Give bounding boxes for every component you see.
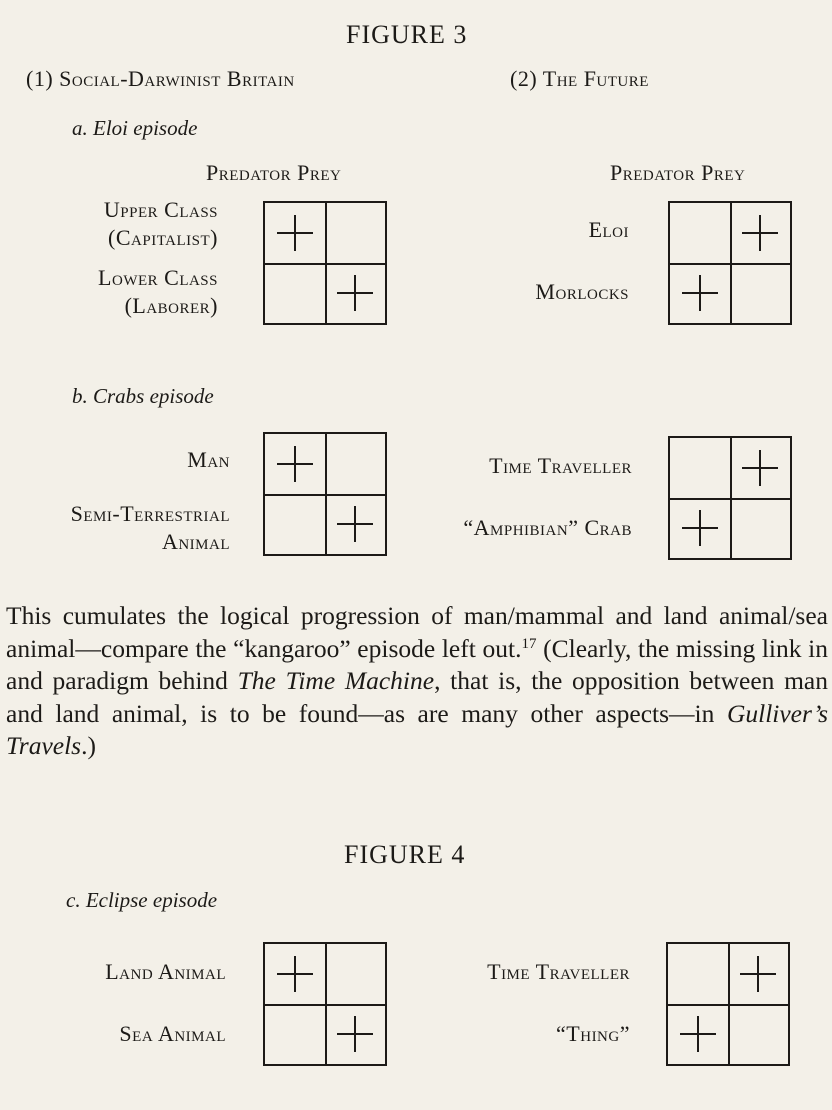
row-label-morlocks: Morlocks bbox=[535, 279, 629, 304]
plus-mark bbox=[680, 1016, 716, 1052]
figure-4-title: FIGURE 4 bbox=[344, 840, 466, 869]
plus-mark bbox=[337, 275, 373, 311]
episode-a-label: a. Eloi episode bbox=[72, 116, 198, 140]
row-label-eloi: Eloi bbox=[588, 217, 629, 242]
plus-mark bbox=[682, 510, 718, 546]
row-label-upper-class: Upper Class bbox=[103, 197, 218, 222]
row-label-sea-animal: Sea Animal bbox=[119, 1021, 226, 1046]
paragraph-sentence-1: This cumulates the logical progression of man/mammal and land animal/sea animal—compare the “kangaroo” episode left out. bbox=[6, 601, 828, 663]
plus-mark bbox=[742, 215, 778, 251]
plus-mark bbox=[277, 215, 313, 251]
episode-b-label: b. Crabs episode bbox=[72, 384, 214, 408]
plus-mark bbox=[337, 1016, 373, 1052]
eloi-grid-future bbox=[668, 201, 792, 325]
row-label-semi-terrestrial: Semi-Terrestrial bbox=[70, 501, 230, 526]
plus-mark bbox=[740, 956, 776, 992]
plus-mark bbox=[682, 275, 718, 311]
row-label-land-animal: Land Animal bbox=[105, 959, 226, 984]
paragraph-sentence-2-start: (Clearly, the missing link in and paradigm behind bbox=[6, 633, 829, 695]
body-paragraph bbox=[6, 600, 828, 763]
book-title-gullivers-travels: Gulliver’s Travels bbox=[6, 698, 828, 760]
row-label-lower-class: Lower Class bbox=[98, 265, 218, 290]
plus-mark bbox=[742, 450, 778, 486]
footnote-marker: 17 bbox=[521, 635, 537, 652]
paragraph-sentence-2-middle: , that is, the opposition between man and land animal, is to be found—as are many other aspects—in bbox=[6, 666, 828, 728]
column-heading-britain: (1) Social-Darwinist Britain bbox=[26, 66, 295, 91]
row-label-capitalist: (Capitalist) bbox=[108, 225, 218, 250]
row-label-laborer: (Laborer) bbox=[124, 293, 218, 318]
crabs-grid-future bbox=[668, 436, 792, 560]
predator-prey-header-left: Predator Prey bbox=[206, 160, 342, 185]
column-heading-future: (2) The Future bbox=[510, 66, 649, 91]
plus-mark bbox=[277, 956, 313, 992]
plus-mark bbox=[337, 506, 373, 542]
figure-3-title: FIGURE 3 bbox=[346, 20, 468, 49]
eloi-grid-britain bbox=[263, 201, 387, 325]
eclipse-grid-future bbox=[666, 942, 790, 1066]
row-label-amphibian-crab: “Amphibian” Crab bbox=[463, 515, 632, 540]
predator-prey-header-right: Predator Prey bbox=[610, 160, 746, 185]
row-label-time-traveller-eclipse: Time Traveller bbox=[487, 959, 630, 984]
book-title-time-machine: The Time Machine bbox=[237, 666, 435, 695]
eclipse-grid-land-sea bbox=[263, 942, 387, 1066]
paragraph-sentence-2-end: .) bbox=[81, 731, 96, 760]
row-label-man: Man bbox=[187, 447, 230, 472]
row-label-animal: Animal bbox=[161, 529, 230, 554]
row-label-thing: “Thing” bbox=[556, 1021, 630, 1046]
plus-mark bbox=[277, 446, 313, 482]
row-label-time-traveller: Time Traveller bbox=[489, 453, 632, 478]
crabs-grid-britain bbox=[263, 432, 387, 556]
episode-c-label: c. Eclipse episode bbox=[66, 888, 218, 912]
